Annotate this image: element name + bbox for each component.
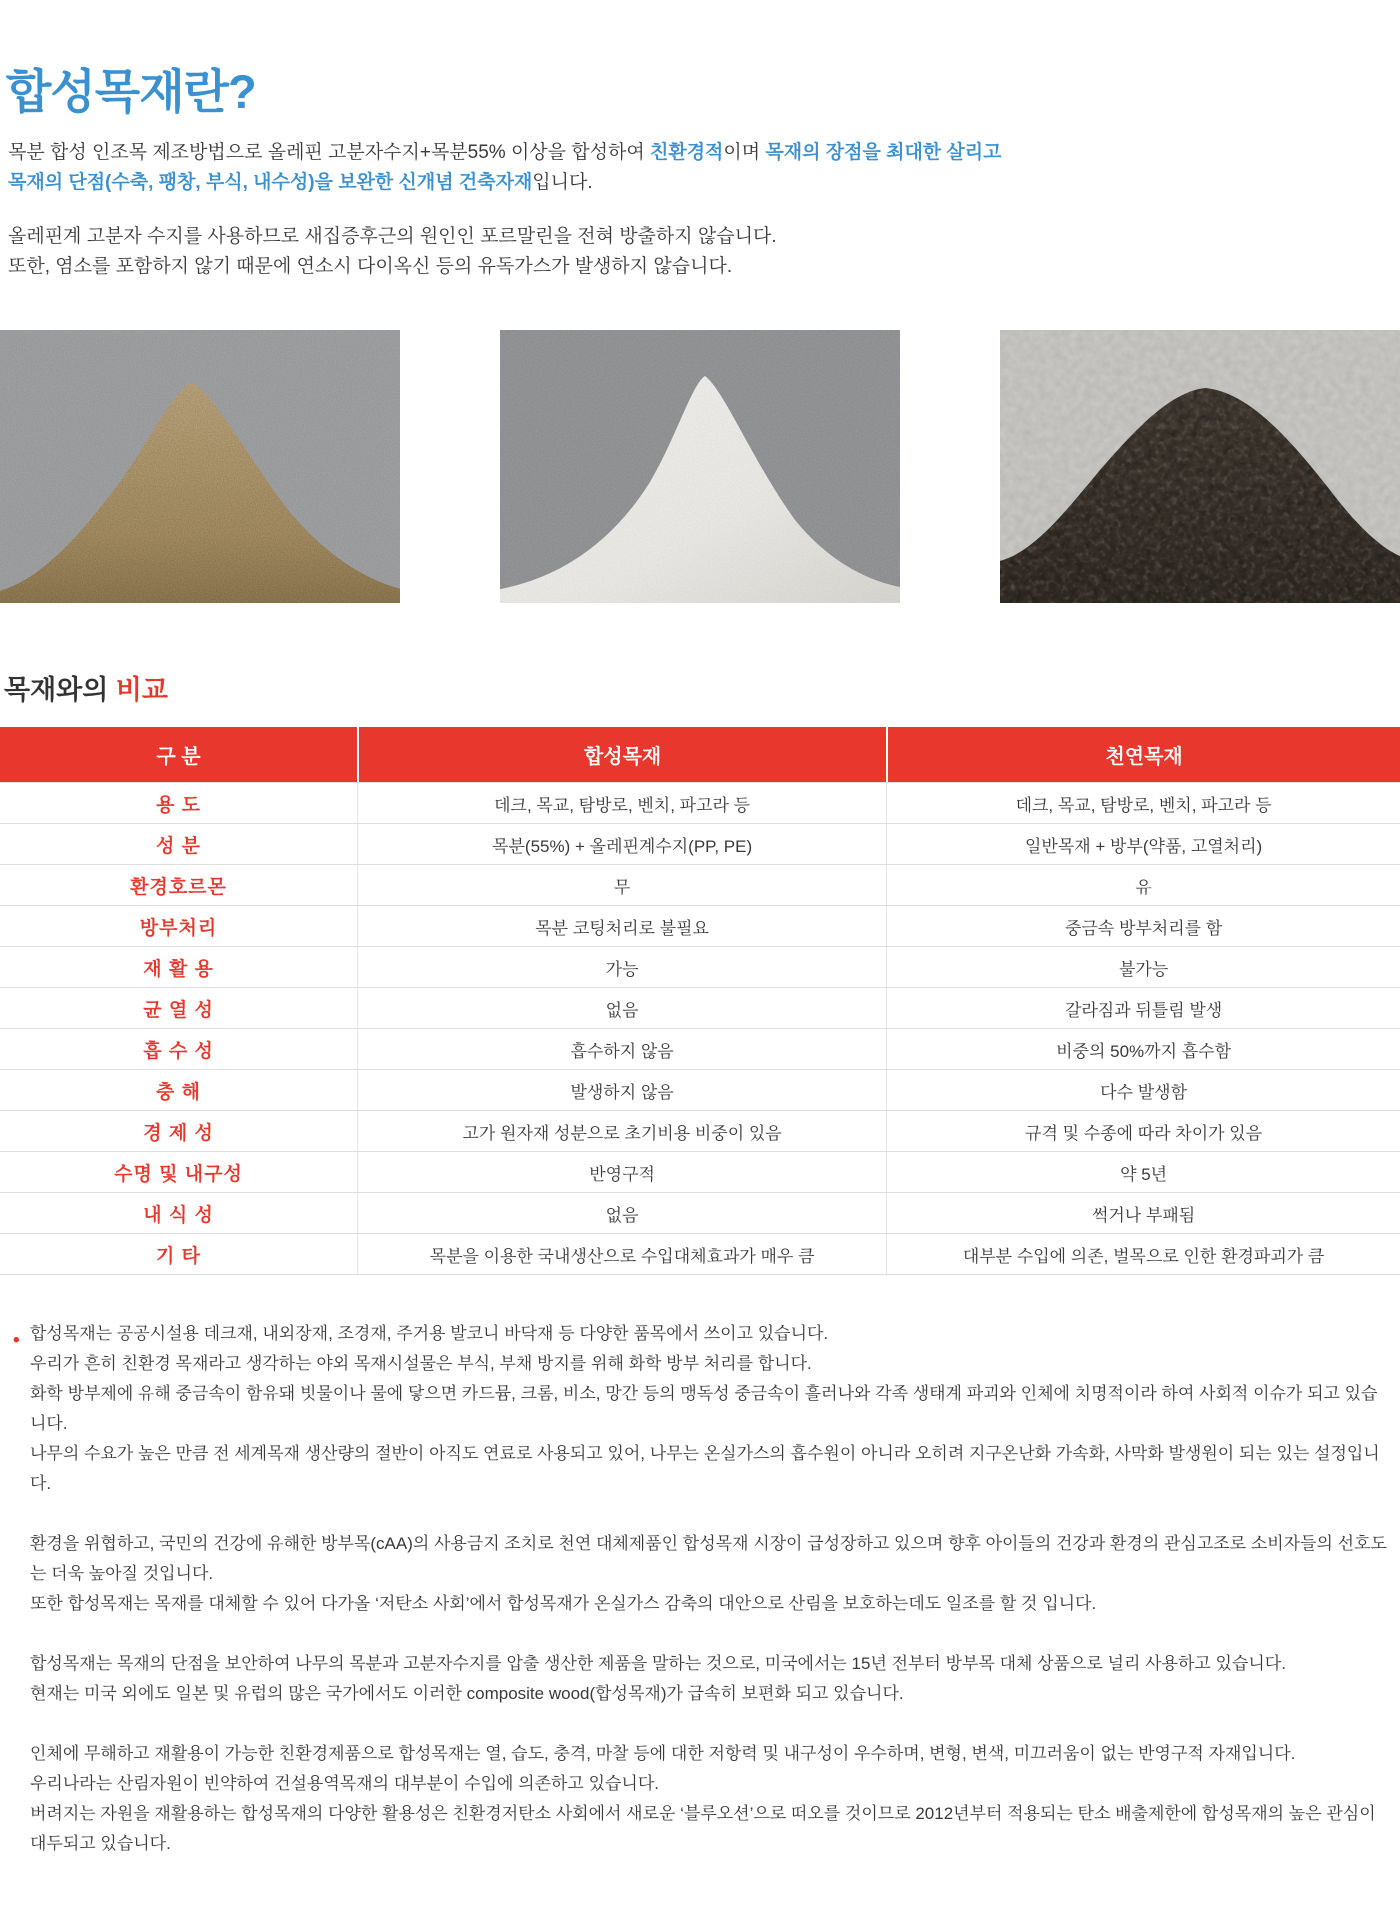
comparison-table (0, 727, 1400, 1275)
dark-composite-pellet-pile-photo (1000, 330, 1400, 603)
table-row (0, 1069, 1400, 1110)
row-label: 용 도 (156, 794, 201, 816)
white-resin-powder-pile-photo (500, 330, 900, 603)
natural-wood-cell: 일반목재 + 방부(약품, 고열처리) (886, 824, 1400, 864)
description-line: 합성목재는 목재의 단점을 보안하여 나무의 목분과 고분자수지를 압출 생산한 제품을 말하는 것으로, 미국에서는 15년 전부터 방부목 대체 상품으로 널리 사용하고 있습니다. (30, 1654, 1286, 1673)
synthetic-wood-cell: 데크, 목교, 탐방로, 벤치, 파고라 등 (357, 783, 886, 823)
intro-highlight-merit: 목재의 장점을 최대한 살리고 (765, 142, 1002, 163)
description-line: 또한 합성목재는 목재를 대체할 수 있어 다가올 ‘저탄소 사회’에서 합성목재가 온실가스 감축의 대안으로 산림을 보호하는데도 일조를 할 것 입니다. (30, 1594, 1097, 1613)
synthetic-wood-cell: 없음 (357, 1193, 886, 1233)
description-section (0, 1319, 1400, 1859)
description-group-3 (30, 1649, 1390, 1709)
table-row (0, 1110, 1400, 1151)
row-label: 성 분 (156, 835, 201, 857)
page-title: 합성목재란? (6, 65, 256, 118)
row-label: 방부처리 (139, 917, 218, 939)
description-line: 우리나라는 산림자원이 빈약하여 건설용역목재의 대부분이 수입에 의존하고 있습니다. (30, 1774, 659, 1793)
description-line: 인체에 무해하고 재활용이 가능한 친환경제품으로 합성목재는 열, 습도, 충격, 마찰 등에 대한 저항력 및 내구성이 우수하며, 변형, 변색, 미끄러움이 없는 반영구적 자재입니다. (30, 1744, 1296, 1763)
intro-line: 올레핀계 고분자 수지를 사용하므로 새집증후근의 원인인 포르말린을 전혀 방출하지 않습니다. (8, 226, 777, 247)
natural-wood-cell: 데크, 목교, 탐방로, 벤치, 파고라 등 (886, 783, 1400, 823)
natural-wood-cell: 중금속 방부처리를 함 (886, 906, 1400, 946)
intro-highlight-eco: 친환경적 (649, 142, 724, 163)
intro-paragraph-2 (8, 222, 1400, 282)
description-line: 합성목재는 공공시설용 데크재, 내외장재, 조경재, 주거용 발코니 바닥재 등 다양한 품목에서 쓰이고 있습니다. (30, 1324, 829, 1343)
description-line: 환경을 위협하고, 국민의 건강에 유해한 방부목(cAA)의 사용금지 조치로 천연 대체제품인 합성목재 시장이 급성장하고 있으며 향후 아이들의 건강과 환경의 관심고조로 소비자들의 선호도는 더욱 높아질 것입니다. (30, 1534, 1387, 1583)
header-cell-synthetic-wood: 합성목재 (357, 727, 886, 782)
row-label: 기 타 (156, 1245, 201, 1267)
row-label: 수명 및 내구성 (114, 1163, 243, 1185)
natural-wood-cell: 갈라짐과 뒤틀림 발생 (886, 988, 1400, 1028)
header-cell-category: 구 분 (156, 746, 201, 768)
comparison-heading-accent: 비교 (115, 675, 169, 705)
intro-text: 목분 합성 인조목 제조방법으로 올레핀 고분자수지+목분55% 이상을 합성하여 (8, 142, 650, 163)
table-row (0, 1192, 1400, 1233)
table-body (0, 782, 1400, 1274)
table-row (0, 946, 1400, 987)
synthetic-wood-cell: 목분(55%) + 올레핀계수지(PP, PE) (357, 824, 886, 864)
table-header-row (0, 727, 1400, 782)
table-row (0, 782, 1400, 823)
row-label: 경 제 성 (143, 1122, 214, 1144)
description-line: 화학 방부제에 유해 중금속이 함유돼 빗물이나 물에 닿으면 카드뮴, 크롬, 비소, 망간 등의 맹독성 중금속이 흘러나와 각족 생태계 파괴와 인체에 치명적이라 하여 사회적 이슈가 되고 있습니다. (30, 1384, 1378, 1433)
natural-wood-cell: 유 (886, 865, 1400, 905)
description-line: 버려지는 자원을 재활용하는 합성목재의 다양한 활용성은 친환경저탄소 사회에서 새로운 ‘블루오션’으로 떠오를 것이므로 2012년부터 적용되는 탄소 배출제한에 합성목재의 높은 관심이 대두되고 있습니다. (30, 1804, 1376, 1853)
wood-flour-pile-photo (0, 330, 400, 603)
table-row (0, 1233, 1400, 1274)
description-line: 현재는 미국 외에도 일본 및 유럽의 많은 국가에서도 이러한 composite wood(합성목재)가 급속히 보편화 되고 있습니다. (30, 1684, 904, 1703)
synthetic-wood-cell: 고가 원자재 성분으로 초기비용 비중이 있음 (357, 1111, 886, 1151)
comparison-heading-main: 목재와의 (4, 675, 116, 705)
table-row (0, 1151, 1400, 1192)
synthetic-wood-cell: 목분 코팅처리로 불필요 (357, 906, 886, 946)
synthetic-wood-cell: 반영구적 (357, 1152, 886, 1192)
natural-wood-cell: 썩거나 부패됨 (886, 1193, 1400, 1233)
synthetic-wood-cell: 흡수하지 않음 (357, 1029, 886, 1069)
synthetic-wood-cell: 발생하지 않음 (357, 1070, 886, 1110)
natural-wood-cell: 규격 및 수종에 따라 차이가 있음 (886, 1111, 1400, 1151)
description-group-1 (30, 1319, 1390, 1499)
bullet-marker: • (13, 1330, 20, 1351)
synthetic-wood-cell: 무 (357, 865, 886, 905)
intro-paragraph-1 (8, 138, 1400, 198)
row-label: 내 식 성 (143, 1204, 214, 1226)
natural-wood-cell: 불가능 (886, 947, 1400, 987)
row-label: 충 해 (156, 1081, 201, 1103)
row-label: 환경호르몬 (130, 876, 227, 898)
row-label: 흡 수 성 (143, 1040, 214, 1062)
material-photo-strip (0, 330, 1400, 603)
comparison-heading (4, 675, 1400, 705)
intro-highlight-demerit: 목재의 단점(수축, 팽창, 부식, 내수성)을 보완한 신개념 건축자재 (8, 172, 533, 193)
intro-text: 입니다. (532, 172, 593, 193)
synthetic-wood-cell: 없음 (357, 988, 886, 1028)
table-row (0, 905, 1400, 946)
row-label: 균 열 성 (143, 999, 214, 1021)
description-line: 나무의 수요가 높은 만큼 전 세계목재 생산량의 절반이 아직도 연료로 사용되고 있어, 나무는 온실가스의 흡수원이 아니라 오히려 지구온난화 가속화, 사막화 발생원이 되는 있는 설정입니다. (30, 1444, 1380, 1493)
natural-wood-cell: 약 5년 (886, 1152, 1400, 1192)
table-row (0, 864, 1400, 905)
natural-wood-cell: 다수 발생함 (886, 1070, 1400, 1110)
table-row (0, 1028, 1400, 1069)
header-cell-natural-wood: 천연목재 (886, 727, 1400, 782)
synthetic-wood-cell: 가능 (357, 947, 886, 987)
intro-line: 또한, 염소를 포함하지 않기 때문에 연소시 다이옥신 등의 유독가스가 발생하지 않습니다. (8, 256, 733, 277)
description-group-4 (30, 1739, 1390, 1859)
row-label: 재 활 용 (143, 958, 214, 980)
table-row (0, 987, 1400, 1028)
intro-text: 이며 (723, 142, 766, 163)
natural-wood-cell: 비중의 50%까지 흡수함 (886, 1029, 1400, 1069)
description-line: 우리가 흔히 친환경 목재라고 생각하는 야외 목재시설물은 부식, 부채 방지를 위해 화학 방부 처리를 합니다. (30, 1354, 812, 1373)
synthetic-wood-cell: 목분을 이용한 국내생산으로 수입대체효과가 매우 큼 (357, 1234, 886, 1274)
description-group-2 (30, 1529, 1390, 1619)
natural-wood-cell: 대부분 수입에 의존, 벌목으로 인한 환경파괴가 큼 (886, 1234, 1400, 1274)
table-row (0, 823, 1400, 864)
